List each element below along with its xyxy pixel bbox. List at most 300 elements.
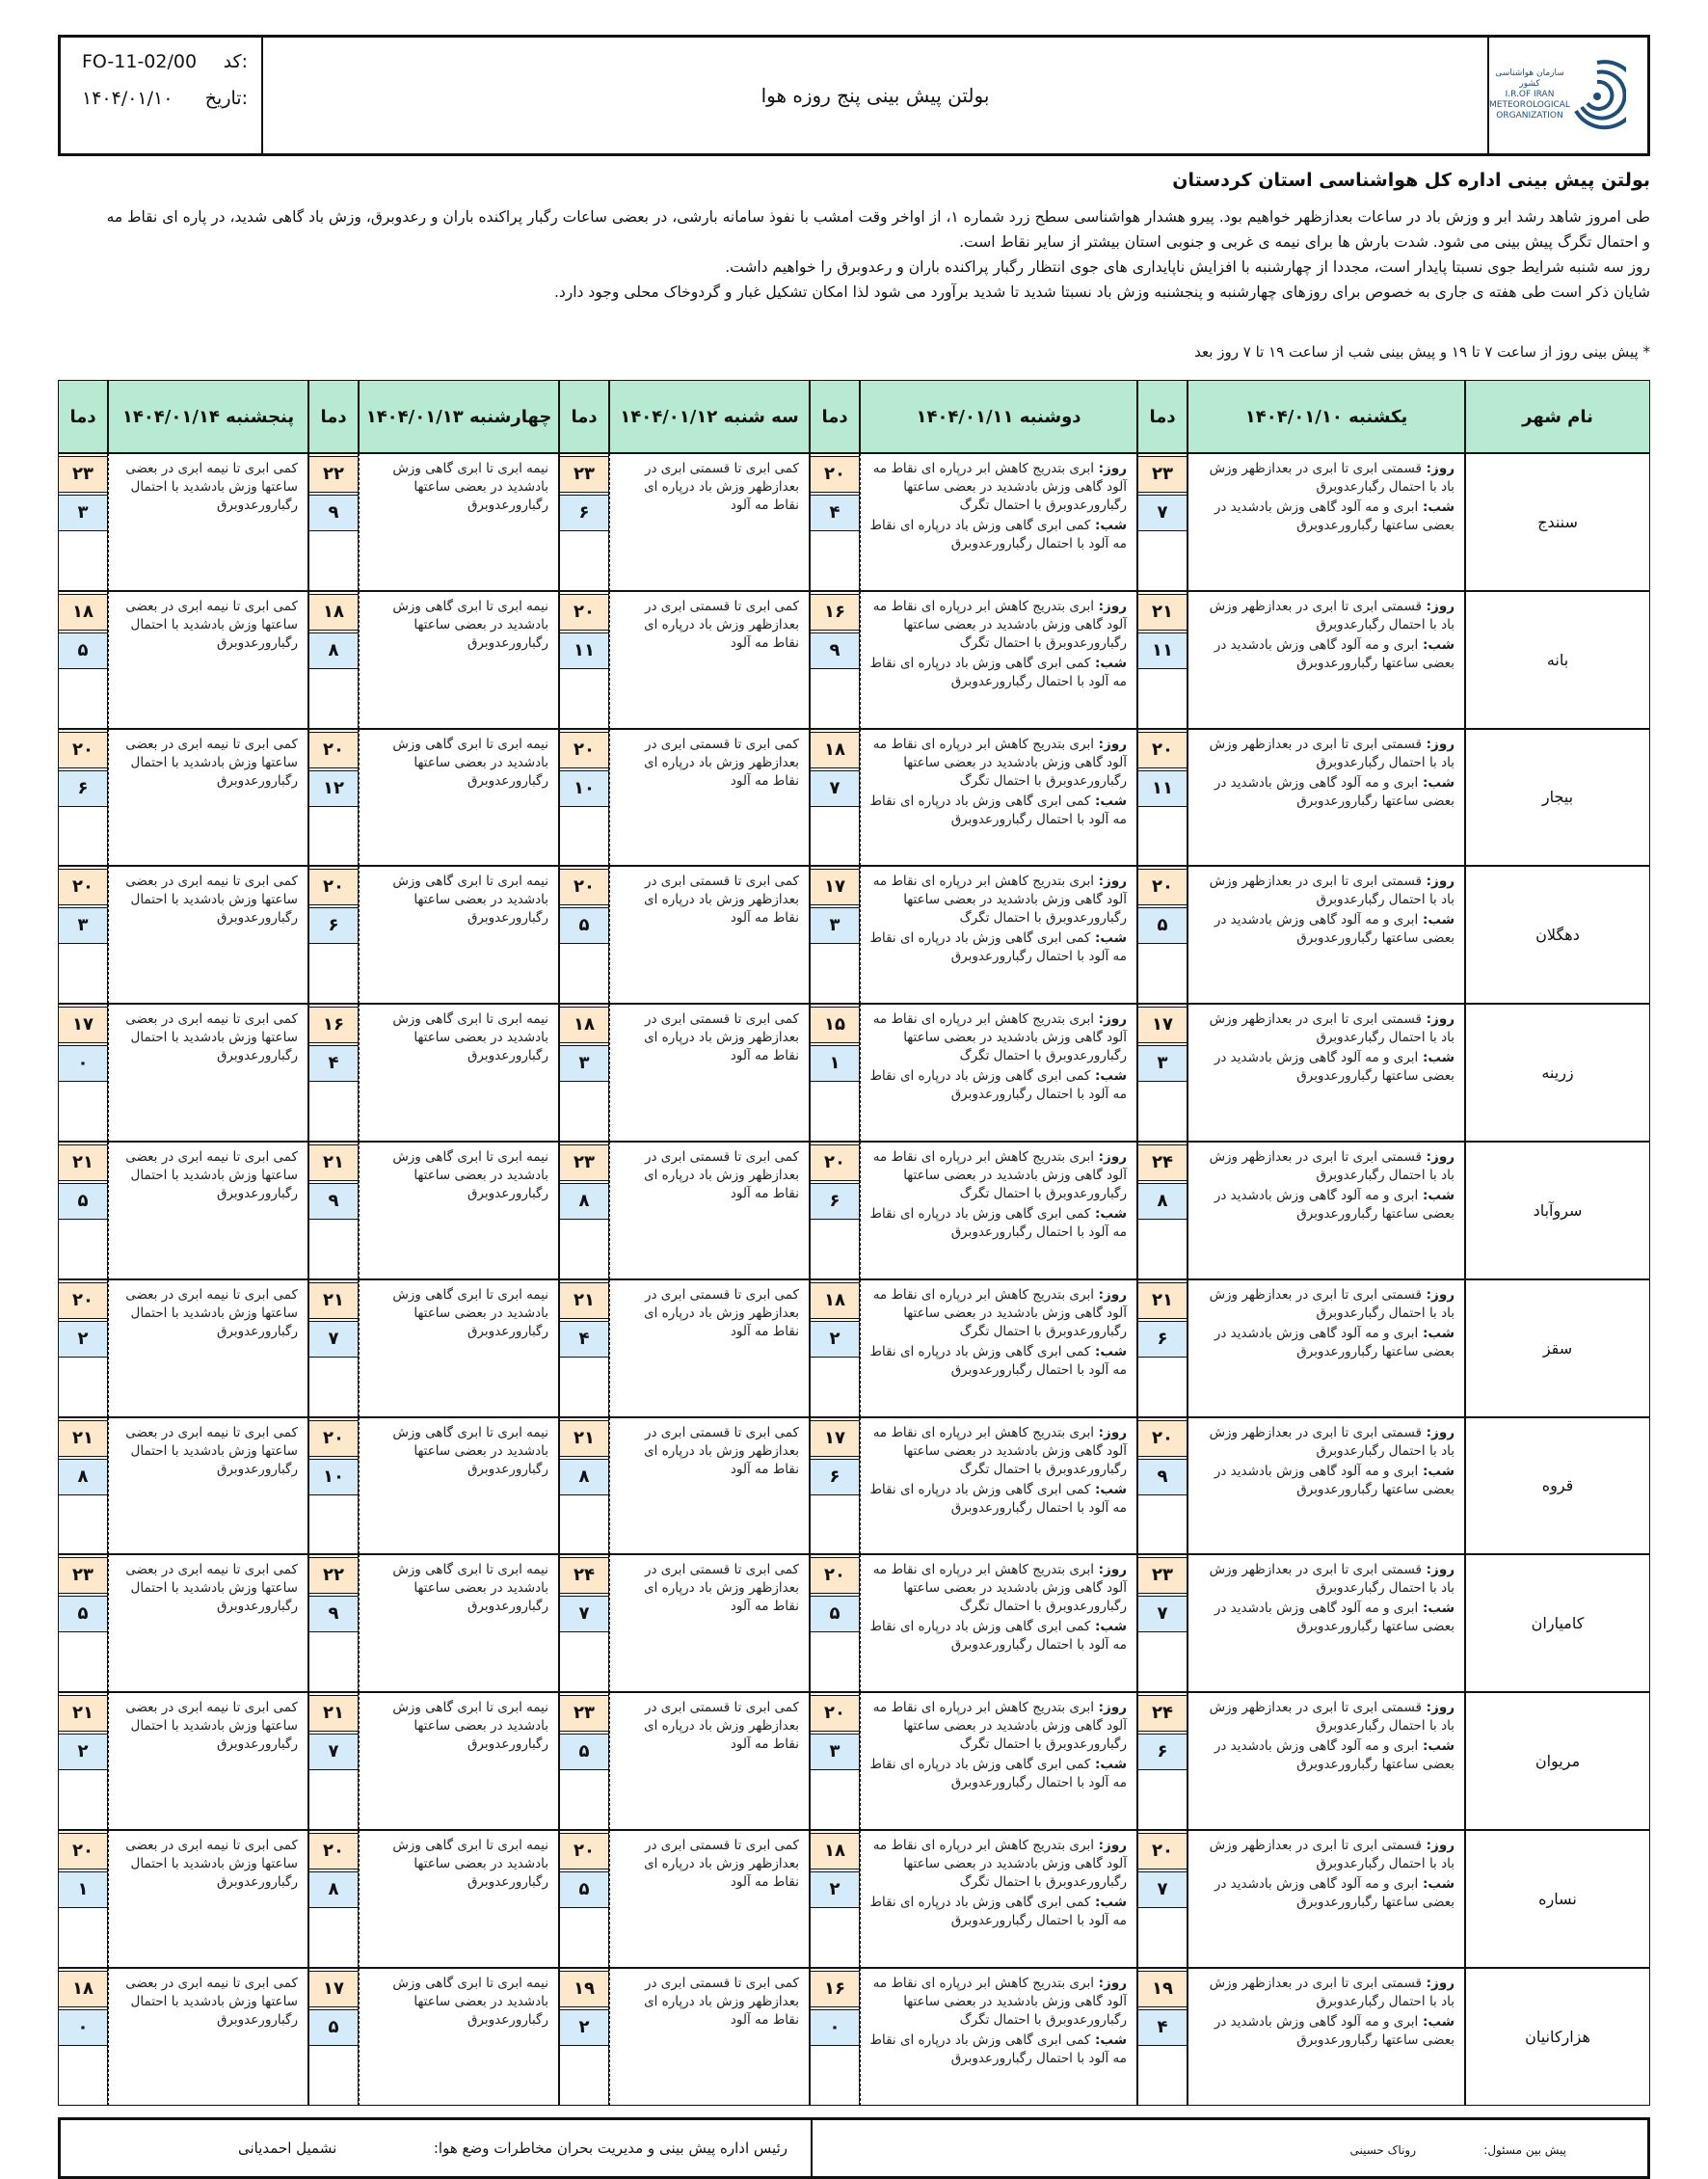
day-forecast: روز: ابری بتدریج کاهش ابر درپاره ای نقاط مه آلود گاهی وزش بادشدید در بعضی ساعتها رگبارورعدوبرق با احتمال تگرگ [872, 1975, 1127, 2028]
temp-cell [308, 1830, 359, 1968]
min-temp: ۵ [58, 1183, 108, 1220]
day-forecast: روز: قسمتی ابری تا ابری در بعدازظهر وزش باد با احتمال رگبارعدوبرق [1209, 1011, 1454, 1046]
head-name: نشمیل احمدیانی [238, 2139, 337, 2157]
temp-cell [559, 729, 609, 867]
forecast-text: کمی ابری تا قسمتی ابری در بعدازظهر وزش باد درپاره ای نقاط مه آلود [609, 591, 810, 729]
min-temp: ۵ [810, 1596, 860, 1632]
date-label: تاریخ: [204, 88, 248, 109]
forecast-text: کمی ابری تا قسمتی ابری در بعدازظهر وزش باد درپاره ای نقاط مه آلود [609, 1968, 810, 2106]
max-temp: ۲۰ [308, 869, 359, 905]
min-temp: ۹ [810, 632, 860, 669]
max-temp: ۱۶ [810, 1971, 860, 2007]
header-t3: دما [559, 380, 609, 453]
temp-cell [1137, 1692, 1188, 1830]
day-forecast: روز: قسمتی ابری تا ابری در بعدازظهر وزش باد با احتمال رگبارعدوبرق [1209, 1975, 1454, 2009]
max-temp: ۱۶ [308, 1007, 359, 1043]
day-forecast: روز: ابری بتدریج کاهش ابر درپاره ای نقاط مه آلود گاهی وزش بادشدید در بعضی ساعتها رگبارورعدوبرق با احتمال تگرگ [872, 1286, 1127, 1339]
max-temp: ۲۰ [58, 732, 108, 768]
night-forecast: شب: ابری و مه آلود گاهی وزش بادشدید در بعضی ساعتها رگبارورعدوبرق [1214, 1050, 1454, 1085]
min-temp: ۱ [810, 1045, 860, 1082]
min-temp: ۱۱ [1137, 632, 1188, 669]
temp-cell [1137, 1554, 1188, 1692]
temp-cell [308, 1968, 359, 2106]
forecast-text [1188, 1142, 1465, 1279]
temp-cell [1137, 729, 1188, 867]
forecast-text [1188, 1692, 1465, 1830]
forecast-table [58, 380, 1650, 2106]
day-forecast: روز: ابری بتدریج کاهش ابر درپاره ای نقاط مه آلود گاهی وزش بادشدید در بعضی ساعتها رگبارورعدوبرق با احتمال تگرگ [872, 874, 1127, 927]
forecast-text [860, 1830, 1137, 1968]
temp-cell [308, 1692, 359, 1830]
temp-cell [1137, 1968, 1188, 2106]
forecast-text [860, 1004, 1137, 1142]
max-temp: ۲۱ [58, 1144, 108, 1181]
temp-cell [308, 453, 359, 591]
max-temp: ۲۲ [308, 456, 359, 493]
min-temp: ۸ [1137, 1183, 1188, 1220]
max-temp: ۲۳ [1137, 456, 1188, 493]
day-forecast: روز: قسمتی ابری تا ابری در بعدازظهر وزش باد با احتمال رگبارعدوبرق [1209, 736, 1454, 770]
temp-cell [1137, 1417, 1188, 1555]
min-temp: ۶ [810, 1459, 860, 1495]
day-forecast: روز: قسمتی ابری تا ابری در بعدازظهر وزش باد با احتمال رگبارعدوبرق [1209, 1286, 1454, 1321]
forecast-text: نیمه ابری تا ابری گاهی وزش بادشدید در بعضی ساعتها رگبارورعدوبرق [359, 1142, 559, 1279]
min-temp: ۹ [308, 1183, 359, 1220]
forecast-text: کمی ابری تا نیمه ابری در بعضی ساعتها وزش بادشدید با احتمال رگبارورعدوبرق [108, 1968, 308, 2106]
day-forecast: روز: قسمتی ابری تا ابری در بعدازظهر وزش باد با احتمال رگبارعدوبرق [1209, 874, 1454, 908]
forecaster-role: پیش بین مسئول: [1483, 2143, 1566, 2157]
day-forecast: روز: ابری بتدریج کاهش ابر درپاره ای نقاط مه آلود گاهی وزش بادشدید در بعضی ساعتها رگبارورعدوبرق با احتمال تگرگ [872, 1149, 1127, 1201]
day-forecast: روز: قسمتی ابری تا ابری در بعدازظهر وزش باد با احتمال رگبارعدوبرق [1209, 461, 1454, 495]
forecast-text: کمی ابری تا نیمه ابری در بعضی ساعتها وزش بادشدید با احتمال رگبارورعدوبرق [108, 453, 308, 591]
temp-cell [58, 1968, 108, 2106]
min-temp: ۶ [58, 770, 108, 807]
min-temp: ۶ [559, 495, 609, 531]
max-temp: ۲۱ [308, 1695, 359, 1732]
temp-cell [810, 1968, 860, 2106]
temp-cell [58, 591, 108, 729]
header-f5: پنجشنبه ۱۴۰۴/۰۱/۱۴ [108, 380, 308, 453]
night-forecast: شب: ابری و مه آلود گاهی وزش بادشدید در بعضی ساعتها رگبارورعدوبرق [1214, 774, 1454, 809]
forecast-text: کمی ابری تا نیمه ابری در بعضی ساعتها وزش بادشدید با احتمال رگبارورعدوبرق [108, 1692, 308, 1830]
forecast-text [860, 1417, 1137, 1555]
max-temp: ۲۰ [810, 456, 860, 493]
city-name: بانه [1465, 591, 1650, 729]
max-temp: ۲۱ [1137, 1282, 1188, 1319]
forecast-text [860, 866, 1137, 1004]
header-f4: چهارشنبه ۱۴۰۴/۰۱/۱۳ [359, 380, 559, 453]
temp-cell [559, 1830, 609, 1968]
intro-body [96, 204, 1650, 305]
header-t2: دما [810, 380, 860, 453]
day-forecast: روز: ابری بتدریج کاهش ابر درپاره ای نقاط مه آلود گاهی وزش بادشدید در بعضی ساعتها رگبارورعدوبرق با احتمال تگرگ [872, 1424, 1127, 1477]
day-forecast: روز: ابری بتدریج کاهش ابر درپاره ای نقاط مه آلود گاهی وزش بادشدید در بعضی ساعتها رگبارورعدوبرق با احتمال تگرگ [872, 736, 1127, 789]
max-temp: ۲۴ [1137, 1695, 1188, 1732]
header-t4: دما [308, 380, 359, 453]
min-temp: ۷ [559, 1596, 609, 1632]
forecast-text: کمی ابری تا قسمتی ابری در بعدازظهر وزش باد درپاره ای نقاط مه آلود [609, 866, 810, 1004]
temp-cell [810, 1417, 860, 1555]
min-temp: ۵ [58, 1596, 108, 1632]
max-temp: ۲۱ [58, 1695, 108, 1732]
city-name: نساره [1465, 1830, 1650, 1968]
min-temp: ۳ [810, 907, 860, 944]
night-forecast: شب: ابری و مه آلود گاهی وزش بادشدید در بعضی ساعتها رگبارورعدوبرق [1214, 912, 1454, 947]
temp-cell [1137, 866, 1188, 1004]
day-forecast: روز: قسمتی ابری تا ابری در بعدازظهر وزش باد با احتمال رگبارعدوبرق [1209, 1424, 1454, 1459]
temp-cell [308, 1554, 359, 1692]
max-temp: ۲۳ [559, 456, 609, 493]
max-temp: ۲۴ [1137, 1144, 1188, 1181]
temp-cell [810, 1142, 860, 1279]
min-temp: ۷ [308, 1734, 359, 1770]
min-temp: ۲ [58, 1734, 108, 1770]
max-temp: ۱۸ [559, 1007, 609, 1043]
temp-cell [810, 866, 860, 1004]
day-forecast: روز: ابری بتدریج کاهش ابر درپاره ای نقاط مه آلود گاهی وزش بادشدید در بعضی ساعتها رگبارورعدوبرق با احتمال تگرگ [872, 598, 1127, 651]
temp-cell [810, 591, 860, 729]
forecast-text [1188, 1554, 1465, 1692]
max-temp: ۲۰ [559, 732, 609, 768]
min-temp: ۷ [308, 1321, 359, 1358]
min-temp: ۴ [1137, 2009, 1188, 2046]
forecast-text [1188, 1004, 1465, 1142]
temp-cell [58, 866, 108, 1004]
min-temp: ۵ [58, 632, 108, 669]
temp-cell [58, 1692, 108, 1830]
max-temp: ۲۰ [58, 1282, 108, 1319]
forecast-text: کمی ابری تا قسمتی ابری در بعدازظهر وزش باد درپاره ای نقاط مه آلود [609, 1554, 810, 1692]
day-forecast: روز: قسمتی ابری تا ابری در بعدازظهر وزش باد با احتمال رگبارعدوبرق [1209, 1149, 1454, 1183]
forecast-text: نیمه ابری تا ابری گاهی وزش بادشدید در بعضی ساعتها رگبارورعدوبرق [359, 866, 559, 1004]
forecast-text [1188, 866, 1465, 1004]
footer-left [61, 2120, 813, 2176]
min-temp: ۴ [810, 495, 860, 531]
temp-cell [308, 1279, 359, 1417]
min-temp: ۱۰ [559, 770, 609, 807]
min-temp: ۸ [58, 1459, 108, 1495]
temp-cell [559, 591, 609, 729]
logo-text: سازمان هواشناسی کشور I.R.OF IRAN METEOROLOGICAL ORGANIZATION [1489, 68, 1570, 121]
spiral-logo-icon [1568, 55, 1626, 138]
max-temp: ۱۷ [1137, 1007, 1188, 1043]
night-forecast: شب: کمی ابری گاهی وزش باد درپاره ای نقاط مه آلود با احتمال رگبارورعدوبرق [869, 1206, 1127, 1240]
night-forecast: شب: کمی ابری گاهی وزش باد درپاره ای نقاط مه آلود با احتمال رگبارورعدوبرق [869, 1895, 1127, 1928]
min-temp: ۶ [1137, 1321, 1188, 1358]
forecast-text [1188, 1968, 1465, 2106]
day-forecast: روز: قسمتی ابری تا ابری در بعدازظهر وزش باد با احتمال رگبارعدوبرق [1209, 1700, 1454, 1735]
temp-cell [1137, 591, 1188, 729]
night-forecast: شب: ابری و مه آلود گاهی وزش بادشدید در بعضی ساعتها رگبارورعدوبرق [1214, 2013, 1454, 2048]
temp-cell [1137, 1142, 1188, 1279]
header-f1: یکشنبه ۱۴۰۴/۰۱/۱۰ [1188, 380, 1465, 453]
min-temp: ۲ [58, 1321, 108, 1358]
night-forecast: شب: ابری و مه آلود گاهی وزش بادشدید در بعضی ساعتها رگبارورعدوبرق [1214, 636, 1454, 671]
temp-cell [308, 866, 359, 1004]
temp-cell [1137, 453, 1188, 591]
min-temp: ۶ [810, 1183, 860, 1220]
night-forecast: شب: کمی ابری گاهی وزش باد درپاره ای نقاط مه آلود با احتمال رگبارورعدوبرق [869, 1619, 1127, 1654]
max-temp: ۲۱ [308, 1144, 359, 1181]
max-temp: ۱۶ [810, 594, 860, 631]
temp-cell [308, 1004, 359, 1142]
forecast-text [860, 1142, 1137, 1279]
max-temp: ۱۷ [810, 1420, 860, 1457]
night-forecast: شب: ابری و مه آلود گاهی وزش بادشدید در بعضی ساعتها رگبارورعدوبرق [1214, 499, 1454, 533]
min-temp: ۱۱ [1137, 770, 1188, 807]
day-forecast: روز: ابری بتدریج کاهش ابر درپاره ای نقاط مه آلود گاهی وزش بادشدید در بعضی ساعتها رگبارورعدوبرق با احتمال تگرگ [872, 1700, 1127, 1753]
max-temp: ۱۸ [58, 1971, 108, 2007]
forecast-text [860, 1692, 1137, 1830]
min-temp: ۸ [308, 632, 359, 669]
temp-cell [559, 866, 609, 1004]
temp-cell [58, 1142, 108, 1279]
temp-cell [559, 1417, 609, 1555]
night-forecast: شب: کمی ابری گاهی وزش باد درپاره ای نقاط مه آلود با احتمال رگبارورعدوبرق [869, 930, 1127, 965]
city-name: دهگلان [1465, 866, 1650, 1004]
night-forecast: شب: ابری و مه آلود گاهی وزش بادشدید در بعضی ساعتها رگبارورعدوبرق [1214, 1325, 1454, 1359]
city-name: قروه [1465, 1417, 1650, 1555]
max-temp: ۲۴ [559, 1557, 609, 1594]
forecast-text: کمی ابری تا قسمتی ابری در بعدازظهر وزش باد درپاره ای نقاط مه آلود [609, 1417, 810, 1555]
max-temp: ۱۸ [810, 1282, 860, 1319]
day-forecast: روز: قسمتی ابری تا ابری در بعدازظهر وزش باد با احتمال رگبارعدوبرق [1209, 598, 1454, 632]
night-forecast: شب: کمی ابری گاهی وزش باد درپاره ای نقاط مه آلود با احتمال رگبارورعدوبرق [869, 1757, 1127, 1791]
temp-cell [308, 591, 359, 729]
min-temp: ۰ [58, 1045, 108, 1082]
intro-title: بولتن پیش بینی اداره کل هواشناسی استان کردستان [1172, 170, 1650, 191]
max-temp: ۱۷ [58, 1007, 108, 1043]
min-temp: ۲ [810, 1321, 860, 1358]
temp-cell [308, 1142, 359, 1279]
intro-paragraph-3: شایان ذکر است طی هفته ی جاری به خصوص برای روزهای چهارشنبه و پنجشنبه وزش باد نسبتا شدید تا شدید برآورد می شود لذا امکان تشکیل غبار و گردوخاک محلی وجود دارد. [553, 283, 1650, 301]
forecast-text [860, 591, 1137, 729]
day-forecast: روز: قسمتی ابری تا ابری در بعدازظهر وزش باد با احتمال رگبارعدوبرق [1209, 1562, 1454, 1597]
day-forecast: روز: ابری بتدریج کاهش ابر درپاره ای نقاط مه آلود گاهی وزش بادشدید در بعضی ساعتها رگبارورعدوبرق با احتمال تگرگ [872, 1011, 1127, 1064]
city-name: سقز [1465, 1279, 1650, 1417]
min-temp: ۵ [308, 2009, 359, 2046]
max-temp: ۲۰ [1137, 869, 1188, 905]
min-temp: ۹ [308, 495, 359, 531]
temp-cell [810, 1279, 860, 1417]
min-temp: ۵ [559, 1734, 609, 1770]
night-forecast: شب: کمی ابری گاهی وزش باد درپاره ای نقاط مه آلود با احتمال رگبارورعدوبرق [869, 655, 1127, 689]
city-name: هزارکانیان [1465, 1968, 1650, 2106]
forecast-text: کمی ابری تا قسمتی ابری در بعدازظهر وزش باد درپاره ای نقاط مه آلود [609, 1830, 810, 1968]
forecast-text: کمی ابری تا نیمه ابری در بعضی ساعتها وزش بادشدید با احتمال رگبارورعدوبرق [108, 1279, 308, 1417]
max-temp: ۲۰ [559, 1833, 609, 1870]
max-temp: ۱۷ [308, 1971, 359, 2007]
night-forecast: شب: ابری و مه آلود گاهی وزش بادشدید در بعضی ساعتها رگبارورعدوبرق [1214, 1188, 1454, 1222]
footer-right [813, 2120, 1647, 2176]
temp-cell [559, 1279, 609, 1417]
night-forecast: شب: کمی ابری گاهی وزش باد درپاره ای نقاط مه آلود با احتمال رگبارورعدوبرق [869, 1481, 1127, 1516]
forecast-text: کمی ابری تا قسمتی ابری در بعدازظهر وزش باد درپاره ای نقاط مه آلود [609, 1142, 810, 1279]
max-temp: ۱۵ [810, 1007, 860, 1043]
forecast-text: کمی ابری تا قسمتی ابری در بعدازظهر وزش باد درپاره ای نقاط مه آلود [609, 1692, 810, 1830]
day-forecast: روز: ابری بتدریج کاهش ابر درپاره ای نقاط مه آلود گاهی وزش بادشدید در بعضی ساعتها رگبارورعدوبرق با احتمال تگرگ [872, 461, 1127, 513]
temp-cell [559, 1142, 609, 1279]
forecast-text [1188, 453, 1465, 591]
min-temp: ۷ [810, 770, 860, 807]
forecast-text: نیمه ابری تا ابری گاهی وزش بادشدید در بعضی ساعتها رگبارورعدوبرق [359, 453, 559, 591]
forecast-text: نیمه ابری تا ابری گاهی وزش بادشدید در بعضی ساعتها رگبارورعدوبرق [359, 1692, 559, 1830]
city-name: زرینه [1465, 1004, 1650, 1142]
day-forecast: روز: ابری بتدریج کاهش ابر درپاره ای نقاط مه آلود گاهی وزش بادشدید در بعضی ساعتها رگبارورعدوبرق با احتمال تگرگ [872, 1838, 1127, 1890]
max-temp: ۲۰ [559, 869, 609, 905]
time-note: * پیش بینی روز از ساعت ۷ تا ۱۹ و پیش بینی شب از ساعت ۱۹ تا ۷ روز بعد [1194, 343, 1650, 361]
night-forecast: شب: کمی ابری گاهی وزش باد درپاره ای نقاط مه آلود با احتمال رگبارورعدوبرق [869, 793, 1127, 827]
max-temp: ۱۷ [810, 869, 860, 905]
min-temp: ۱۱ [559, 632, 609, 669]
max-temp: ۲۰ [308, 732, 359, 768]
night-forecast: شب: ابری و مه آلود گاهی وزش بادشدید در بعضی ساعتها رگبارورعدوبرق [1214, 1463, 1454, 1497]
temp-cell [559, 1004, 609, 1142]
max-temp: ۲۰ [1137, 1420, 1188, 1457]
forecast-text: کمی ابری تا نیمه ابری در بعضی ساعتها وزش بادشدید با احتمال رگبارورعدوبرق [108, 1417, 308, 1555]
max-temp: ۱۸ [58, 594, 108, 631]
forecast-text [860, 1968, 1137, 2106]
temp-cell [810, 729, 860, 867]
min-temp: ۰ [810, 2009, 860, 2046]
min-temp: ۷ [1137, 1871, 1188, 1908]
temp-cell [810, 1830, 860, 1968]
max-temp: ۱۸ [308, 594, 359, 631]
min-temp: ۴ [308, 1045, 359, 1082]
organization-logo [1487, 38, 1647, 153]
forecast-text: کمی ابری تا نیمه ابری در بعضی ساعتها وزش بادشدید با احتمال رگبارورعدوبرق [108, 1142, 308, 1279]
day-forecast: روز: قسمتی ابری تا ابری در بعدازظهر وزش باد با احتمال رگبارعدوبرق [1209, 1838, 1454, 1871]
min-temp: ۷ [1137, 495, 1188, 531]
min-temp: ۶ [1137, 1734, 1188, 1770]
day-forecast: روز: ابری بتدریج کاهش ابر درپاره ای نقاط مه آلود گاهی وزش بادشدید در بعضی ساعتها رگبارورعدوبرق با احتمال تگرگ [872, 1562, 1127, 1615]
min-temp: ۲ [559, 2009, 609, 2046]
forecast-text [860, 1554, 1137, 1692]
max-temp: ۱۹ [1137, 1971, 1188, 2007]
min-temp: ۱۲ [308, 770, 359, 807]
temp-cell [810, 1692, 860, 1830]
forecast-text: کمی ابری تا قسمتی ابری در بعدازظهر وزش باد درپاره ای نقاط مه آلود [609, 729, 810, 867]
max-temp: ۲۳ [559, 1144, 609, 1181]
forecast-text: کمی ابری تا قسمتی ابری در بعدازظهر وزش باد درپاره ای نقاط مه آلود [609, 1279, 810, 1417]
forecast-text: کمی ابری تا قسمتی ابری در بعدازظهر وزش باد درپاره ای نقاط مه آلود [609, 1004, 810, 1142]
max-temp: ۲۱ [559, 1282, 609, 1319]
max-temp: ۲۳ [559, 1695, 609, 1732]
temp-cell [1137, 1279, 1188, 1417]
min-temp: ۳ [58, 495, 108, 531]
forecast-text: نیمه ابری تا ابری گاهی وزش بادشدید در بعضی ساعتها رگبارورعدوبرق [359, 1830, 559, 1968]
intro-paragraph-1: طی امروز شاهد رشد ابر و وزش باد در ساعات بعدازظهر خواهیم بود. پیرو هشدار هواشناسی سطح زرد شماره ۱، از اواخر وقت امشب با نفوذ سامانه بارشی، در بعضی ساعات رگبار پراکنده باران و رعدوبرق، وزش باد گاهی شدید، در پاره ای نقاط مه و احتمال تگرگ پیش بینی می شود. شدت بارش ها برای نیمه ی غربی و جنوبی استان بیشتر از سایر نقاط است. [106, 208, 1650, 251]
forecast-text: کمی ابری تا نیمه ابری در بعضی ساعتها وزش بادشدید با احتمال رگبارورعدوبرق [108, 1830, 308, 1968]
temp-cell [559, 1554, 609, 1692]
min-temp: ۳ [58, 907, 108, 944]
header-city: نام شهر [1465, 380, 1650, 453]
city-name: بیجار [1465, 729, 1650, 867]
max-temp: ۲۳ [1137, 1557, 1188, 1594]
forecast-text [1188, 591, 1465, 729]
forecast-text [1188, 1830, 1465, 1968]
forecast-text [860, 1279, 1137, 1417]
max-temp: ۲۰ [308, 1833, 359, 1870]
max-temp: ۲۲ [308, 1557, 359, 1594]
bulletin-header [58, 35, 1650, 156]
city-name: سنندج [1465, 453, 1650, 591]
forecast-text: کمی ابری تا نیمه ابری در بعضی ساعتها وزش بادشدید با احتمال رگبارورعدوبرق [108, 866, 308, 1004]
signature-footer [58, 2117, 1650, 2179]
temp-cell [1137, 1004, 1188, 1142]
max-temp: ۲۰ [810, 1695, 860, 1732]
min-temp: ۵ [1137, 907, 1188, 944]
max-temp: ۱۹ [559, 1971, 609, 2007]
header-t5: دما [58, 380, 108, 453]
max-temp: ۱۸ [810, 1833, 860, 1870]
temp-cell [810, 1554, 860, 1692]
temp-cell [58, 1554, 108, 1692]
temp-cell [58, 1417, 108, 1555]
min-temp: ۳ [810, 1734, 860, 1770]
forecast-text: نیمه ابری تا ابری گاهی وزش بادشدید در بعضی ساعتها رگبارورعدوبرق [359, 591, 559, 729]
min-temp: ۶ [308, 907, 359, 944]
max-temp: ۲۰ [559, 594, 609, 631]
temp-cell [58, 453, 108, 591]
min-temp: ۲ [810, 1871, 860, 1908]
temp-cell [58, 1830, 108, 1968]
max-temp: ۲۰ [58, 1833, 108, 1870]
min-temp: ۰ [58, 2009, 108, 2046]
temp-cell [559, 1692, 609, 1830]
max-temp: ۲۱ [1137, 594, 1188, 631]
min-temp: ۳ [559, 1045, 609, 1082]
page-title: بولتن پیش بینی پنج روزه هوا [761, 84, 990, 107]
document-code-box [61, 38, 263, 153]
forecast-text: کمی ابری تا نیمه ابری در بعضی ساعتها وزش بادشدید با احتمال رگبارورعدوبرق [108, 591, 308, 729]
forecast-text: کمی ابری تا نیمه ابری در بعضی ساعتها وزش بادشدید با احتمال رگبارورعدوبرق [108, 1554, 308, 1692]
forecast-text: نیمه ابری تا ابری گاهی وزش بادشدید در بعضی ساعتها رگبارورعدوبرق [359, 1417, 559, 1555]
min-temp: ۸ [308, 1871, 359, 1908]
max-temp: ۱۸ [810, 732, 860, 768]
header-f2: دوشنبه ۱۴۰۴/۰۱/۱۱ [860, 380, 1137, 453]
forecast-text: نیمه ابری تا ابری گاهی وزش بادشدید در بعضی ساعتها رگبارورعدوبرق [359, 729, 559, 867]
max-temp: ۲۰ [810, 1144, 860, 1181]
forecast-text: کمی ابری تا نیمه ابری در بعضی ساعتها وزش بادشدید با احتمال رگبارورعدوبرق [108, 1004, 308, 1142]
night-forecast: شب: کمی ابری گاهی وزش باد درپاره ای نقاط مه آلود با احتمال رگبارورعدوبرق [869, 1343, 1127, 1378]
code-value: FO-11-02/00 [82, 51, 198, 72]
forecast-text: نیمه ابری تا ابری گاهی وزش بادشدید در بعضی ساعتها رگبارورعدوبرق [359, 1554, 559, 1692]
temp-cell [810, 1004, 860, 1142]
date-value: ۱۴۰۴/۰۱/۱۰ [82, 88, 173, 109]
max-temp: ۲۰ [1137, 1833, 1188, 1870]
min-temp: ۸ [559, 1459, 609, 1495]
forecast-text: نیمه ابری تا ابری گاهی وزش بادشدید در بعضی ساعتها رگبارورعدوبرق [359, 1004, 559, 1142]
max-temp: ۲۳ [58, 456, 108, 493]
max-temp: ۲۰ [308, 1420, 359, 1457]
code-label: کد: [223, 51, 248, 72]
min-temp: ۹ [1137, 1459, 1188, 1495]
min-temp: ۱ [58, 1871, 108, 1908]
night-forecast: شب: کمی ابری گاهی وزش باد درپاره ای نقاط مه آلود با احتمال رگبارورعدوبرق [869, 518, 1127, 551]
forecast-text [860, 729, 1137, 867]
forecast-text: نیمه ابری تا ابری گاهی وزش بادشدید در بعضی ساعتها رگبارورعدوبرق [359, 1279, 559, 1417]
night-forecast: شب: ابری و مه آلود گاهی وزش بادشدید در بعضی ساعتها رگبارورعدوبرق [1214, 1876, 1454, 1910]
min-temp: ۵ [559, 1871, 609, 1908]
night-forecast: شب: کمی ابری گاهی وزش باد درپاره ای نقاط مه آلود با احتمال رگبارورعدوبرق [869, 2031, 1127, 2066]
night-forecast: شب: ابری و مه آلود گاهی وزش بادشدید در بعضی ساعتها رگبارورعدوبرق [1214, 1601, 1454, 1635]
temp-cell [1137, 1830, 1188, 1968]
city-name: مریوان [1465, 1692, 1650, 1830]
forecast-text: کمی ابری تا نیمه ابری در بعضی ساعتها وزش بادشدید با احتمال رگبارورعدوبرق [108, 729, 308, 867]
max-temp: ۲۰ [58, 869, 108, 905]
temp-cell [58, 1004, 108, 1142]
